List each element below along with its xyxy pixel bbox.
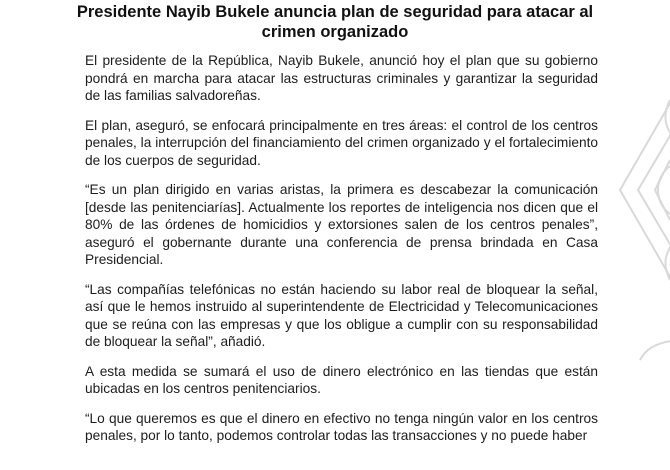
paragraph: “Las compañías telefónicas no están haciendo su labor real de bloquear la señal, así que le hemos instruido al superintendente de Electricidad y Telecomunicaciones que se reúna con las empresas y que los obligue a cumplir con su responsabilidad de bloquear la señal”, añadió. — [85, 281, 598, 349]
page-title: Presidente Nayib Bukele anuncia plan de seguridad para atacar al crimen organizado — [76, 3, 594, 41]
article-body — [85, 52, 598, 457]
coat-of-arms-watermark-icon — [600, 40, 670, 370]
paragraph: “Es un plan dirigido en varias aristas, la primera es descabezar la comunicación [desde las penitenciarías]. Actualmente los reportes de inteligencia nos dicen que el 80% de las órdenes de homicidios y extorsiones salen de los centros penales”, aseguró el gobernante durante una conferencia de prensa brindada en Casa Presidencial. — [85, 182, 598, 267]
paragraph: El presidente de la República, Nayib Bukele, anunció hoy el plan que su gobierno pondrá en marcha para atacar las estructuras criminales y garantizar la seguridad de las familias salvadoreñas. — [85, 53, 598, 103]
paragraph: “Lo que queremos es que el dinero en efectivo no tenga ningún valor en los centros penales, por lo tanto, podemos controlar todas las transacciones y no puede haber — [85, 410, 598, 443]
paragraph: El plan, aseguró, se enfocará principalmente en tres áreas: el control de los centros penales, la interrupción del financiamiento del crimen organizado y el fortalecimiento de los cuerpos de seguridad. — [85, 117, 598, 168]
paragraph: A esta medida se sumará el uso de dinero electrónico en las tiendas que están ubicadas en los centros penitenciarios. — [85, 363, 598, 396]
